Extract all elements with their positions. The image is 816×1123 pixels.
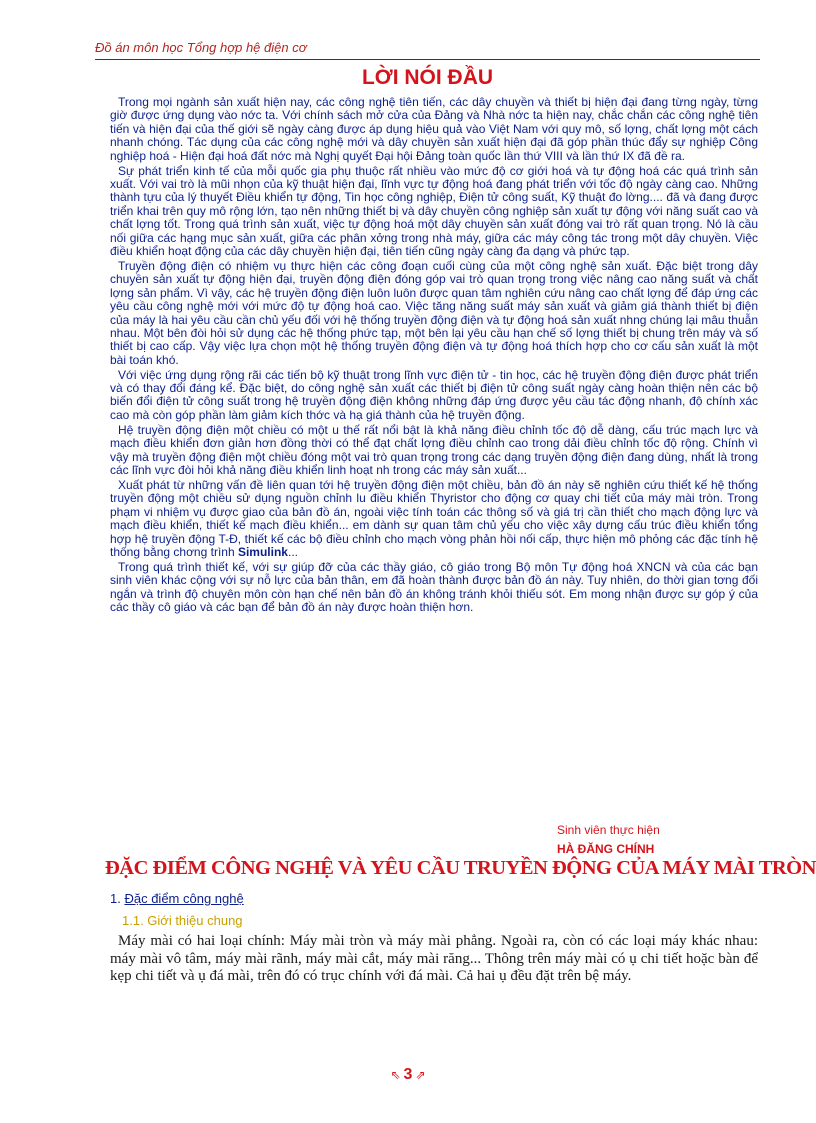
right-arrow-icon: ⇗ bbox=[415, 1068, 426, 1082]
paragraph-tail: ... bbox=[287, 544, 298, 559]
subsection-heading bbox=[110, 891, 244, 906]
page-title: LỜI NÓI ĐẦU bbox=[361, 66, 494, 89]
page-footer bbox=[0, 1066, 816, 1084]
subsection-title: Đặc điểm công nghệ bbox=[124, 891, 244, 906]
paragraph: Hệ truyền động điện một chiều có một u thế rất nổi bật là khả năng điều chỉnh tốc độ dễ dàng, cấu trúc mạch lực và mạch điều khiển đơn giản hơn đồng thời có thể đạt chất lợng điều chỉnh cao trong dải điều chỉnh tốc độ rộng. Chính vì vậy mà truyền động điện một chiều đóng một vai trò quan trọng trong các dạng truyền động điện đang dùng, nhất là trong các lĩnh vực đòi hỏi khả năng điều khiển linh hoạt nh trong các máy sản xuất... bbox=[110, 422, 758, 477]
intro-section bbox=[110, 933, 758, 986]
page-header bbox=[95, 38, 760, 60]
paragraph: Truyền động điện có nhiệm vụ thực hiện các công đoạn cuối cùng của một công nghệ sản xuất. Đặc biệt trong dây chuyền sản xuất tự động hiện đại, truyền động điện đóng góp vai trò quan trọng trong việc nâng cao năng suất và chất lợng sản phẩm. Vì vậy, các hệ truyền động điện luôn luôn được quan tâm nghiên cứu nâng cao chất lợng để đáp ứng các yêu cầu công nghệ mới với mức độ tự động hoá cao. Việc tăng năng suất máy sản xuất và giảm giá thành thiết bị điện của máy là hai yêu cầu cần chủ yếu đối với hệ thống truyền động điện và tự động hoá sản xuất nhng chúng lại mâu thuẫn nhau. Một bên đòi hỏi sử dụng các hệ thống phức tạp, một bên lại yêu cầu hạn chế số lợng thiết bị chung trên máy và số thiết bị cao cấp. Vậy việc lựa chọn một hệ thống truyền động điện và tự động hoá thích hợp cho cơ cấu sản xuất là một bài toán khó. bbox=[110, 258, 758, 367]
header-text: Đồ án môn học Tổng hợp hệ điện cơ bbox=[95, 40, 307, 55]
left-arrow-icon: ⇖ bbox=[390, 1068, 401, 1082]
preface-body bbox=[110, 96, 758, 616]
paragraph-with-link bbox=[110, 479, 758, 559]
subsection-number: 1. bbox=[110, 891, 121, 906]
section-title: ĐẶC ĐIỂM CÔNG NGHỆ VÀ YÊU CẦU TRUYỀN ĐỘNG CỦA MÁY MÀI TRÒN bbox=[105, 857, 816, 879]
signature-role: Sinh viên thực hiện bbox=[557, 823, 660, 837]
paragraph-text: Xuất phát từ những vấn đề liên quan tới hệ truyền động điện một chiều, bản đồ án này sẽ nghiên cứu thiết kế hệ thống truyền động một chiều sử dụng nguồn chỉnh lu điều khiển Thyristor cho động cơ quay chi tiết của máy mài tròn. Trong phạm vi nhiệm vụ được giao của bản đồ án, ngoài việc tính toán các thông số và giá trị cần thiết cho mạch động lực và mạch điều khiển, thiết kế mạch điều khiển... em dành sự quan tâm chủ yếu cho việc xây dựng cấu trúc điều khiển tổng hợp hệ truyền động T-Đ, thiết kế các bộ điều chỉnh cho mạch vòng phản hồi nối cấp, thực hiện mô phỏng các đặc tính hệ thống bằng chơng trình bbox=[110, 477, 758, 559]
paragraph: Trong mọi ngành sản xuất hiện nay, các công nghệ tiên tiến, các dây chuyền và thiết bị hiện đại đang từng ngày, từng giờ được ứng dụng vào nớc ta. Với chính sách mở cửa của Đảng và Nhà nớc ta hiện nay, chắc chắn các công nghệ tiên tiến và hiện đại của thế giới sẽ ngày càng được áp dụng hiệu quả vào Việt Nam với quy mô, số lợng, chất lợng một cách nhanh chóng. Tác dụng của các công nghệ mới và dây chuyền sản xuất hiện đại đã góp phần thúc đẩy sự nghiệp Công nghiệp hoá - Hiện đại hoá đất nớc mà Nghị quyết Đại hội Đảng toàn quốc lần thứ VIII và lần thứ IX đã đề ra. bbox=[110, 95, 758, 163]
page-number: 3 bbox=[403, 1066, 413, 1083]
paragraph: Sự phát triển kinh tế của mỗi quốc gia phụ thuộc rất nhiều vào mức độ cơ giới hoá và tự động hoá các quá trình sản xuất. Với vai trò là mũi nhọn của kỹ thuật hiện đại, lĩnh vực tự động hoá đang phát triển với tốc độ ngày càng cao. Những thành tựu của lý thuyết Điều khiển tự động, Tin học công nghiệp, Điện tử công suất, Kỹ thuật đo lờng.... đã và đang được triển khai trên quy mô rộng lớn, tạo nên những thiết bị và dây chuyền công nghiệp sản xuất tự động với năng suất cao và chất lợng tốt. Trong quá trình sản xuất, việc tự động hoá một dây chuyền sản xuất đóng vai trò rất quan trọng. Nó là cầu nối giữa các hạng mục sản xuất, giữa các phân xởng trong nhà máy, giữa các máy công tác trong một dây chuyền. Việc điều khiển hoạt động của các dây chuyền hiện đại, tiên tiến cũng ngày càng đa dạng và phức tạp. bbox=[110, 163, 758, 258]
paragraph: Trong quá trình thiết kế, với sự giúp đỡ của các thầy giáo, cô giáo trong Bộ môn Tự động hoá XNCN và của các bạn sinh viên khác cộng với sự nỗ lực của bản thân, em đã hoàn thành được bản đồ án này. Tuy nhiên, do thời gian tơng đối ngắn và trình độ chuyên môn còn hạn chế nên bản đồ án không tránh khỏi thiếu sót. Em mong nhận được sự góp ý của các thầy cô giáo và các bạn để bản đồ án này được hoàn thiện hơn. bbox=[110, 559, 758, 615]
intro-paragraph: Máy mài có hai loại chính: Máy mài tròn và máy mài phẳng. Ngoài ra, còn có các loại máy khác nhau: máy mài vô tâm, máy mài rãnh, máy mài cắt, máy mài răng... Thông trên máy mài có ụ chi tiết hoặc bàn để kẹp chi tiết và ụ đá mài, trên đó có trục chính với đá mài. Cả hai ụ đều đặt trên bệ máy. bbox=[110, 933, 758, 984]
signature-name: HÀ ĐĂNG CHÍNH bbox=[557, 842, 655, 855]
paragraph: Với việc ứng dụng rộng rãi các tiến bộ kỹ thuật trong lĩnh vực điện tử - tin học, các hệ truyền động điện được phát triển và có thay đổi đáng kể. Đặc biệt, do công nghệ sản xuất các thiết bị điện tử công suất ngày càng hoàn thiện nên các bộ biến đổi điện tử công suất trong hệ truyền động điện không những đáp ứng được yêu cầu tác động nhanh, độ chính xác cao mà còn góp phần làm giảm kích thớc và hạ giá thành của hệ truyền động. bbox=[110, 367, 758, 422]
subsubsection-heading: 1.1. Giới thiệu chung bbox=[122, 913, 243, 928]
simulink-term: Simulink bbox=[237, 544, 288, 559]
